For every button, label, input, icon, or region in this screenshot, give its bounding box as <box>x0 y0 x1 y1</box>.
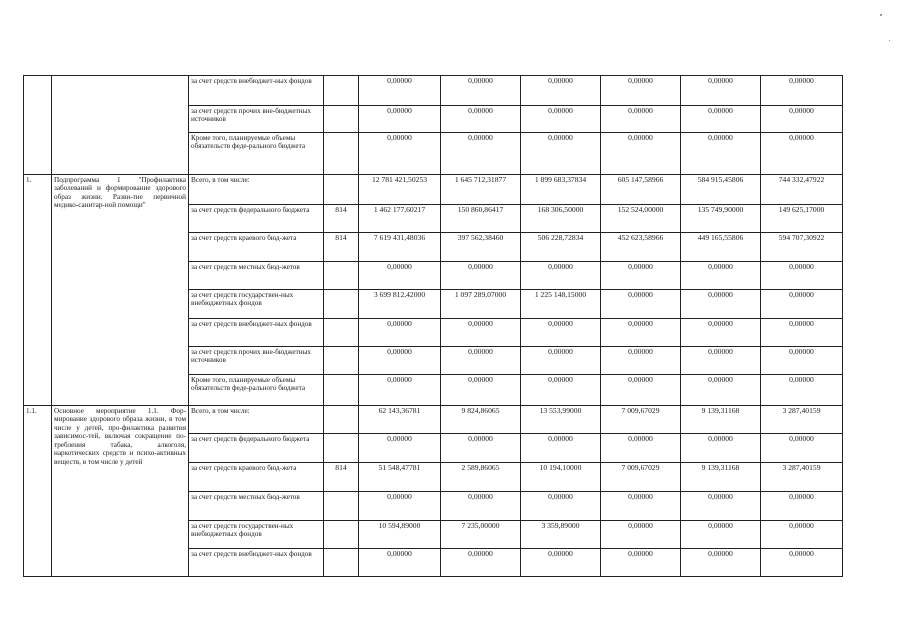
grbs-code <box>324 290 359 319</box>
table-row <box>24 175 843 205</box>
value-cell: 0,00000 <box>359 549 441 577</box>
value-cell: 0,00000 <box>601 133 681 175</box>
scan-speck <box>889 40 890 41</box>
funding-source: за счет средств федерального бюджета <box>189 205 324 233</box>
scan-speck <box>880 14 882 16</box>
value-cell: 0,00000 <box>521 319 601 347</box>
grbs-code <box>324 406 359 434</box>
value-cell: 0,00000 <box>521 262 601 290</box>
value-cell: 0,00000 <box>441 375 521 406</box>
value-cell: 152 524,00000 <box>601 205 681 233</box>
value-cell: 0,00000 <box>441 549 521 577</box>
value-cell: 0,00000 <box>601 492 681 521</box>
value-cell: 0,00000 <box>359 319 441 347</box>
grbs-code <box>324 133 359 175</box>
value-cell: 0,00000 <box>761 106 843 133</box>
value-cell: 0,00000 <box>359 133 441 175</box>
value-cell: 0,00000 <box>681 434 761 463</box>
grbs-code: 814 <box>324 463 359 492</box>
value-cell: 7 009,67029 <box>601 463 681 492</box>
grbs-code <box>324 347 359 375</box>
funding-source: Кроме того, планируемые объемы обязательств феде-рального бюджета <box>189 375 324 406</box>
value-cell: 3 359,89000 <box>521 521 601 549</box>
budget-table <box>23 75 843 577</box>
grbs-code <box>324 434 359 463</box>
grbs-code: 814 <box>324 205 359 233</box>
value-cell: 149 625,17000 <box>761 205 843 233</box>
value-cell: 0,00000 <box>441 262 521 290</box>
grbs-code <box>324 521 359 549</box>
value-cell: 0,00000 <box>681 347 761 375</box>
grbs-code <box>324 76 359 106</box>
value-cell: 0,00000 <box>601 319 681 347</box>
value-cell: 0,00000 <box>761 76 843 106</box>
value-cell: 7 235,00000 <box>441 521 521 549</box>
funding-source: Всего, в том числе: <box>189 175 324 205</box>
value-cell: 0,00000 <box>521 76 601 106</box>
row-index <box>24 76 52 175</box>
value-cell: 0,00000 <box>761 434 843 463</box>
value-cell: 0,00000 <box>681 133 761 175</box>
value-cell: 3 699 812,42000 <box>359 290 441 319</box>
value-cell: 13 553,99000 <box>521 406 601 434</box>
funding-source: за счет средств внебюджет-ных фондов <box>189 76 324 106</box>
value-cell: 0,00000 <box>521 133 601 175</box>
value-cell: 0,00000 <box>761 133 843 175</box>
value-cell: 0,00000 <box>441 347 521 375</box>
value-cell: 0,00000 <box>681 319 761 347</box>
grbs-code <box>324 175 359 205</box>
value-cell: 0,00000 <box>441 319 521 347</box>
grbs-code <box>324 106 359 133</box>
grbs-code: 814 <box>324 233 359 262</box>
value-cell: 1 225 148,15000 <box>521 290 601 319</box>
value-cell: 1 899 683,37834 <box>521 175 601 205</box>
value-cell: 0,00000 <box>681 76 761 106</box>
funding-source: за счет средств федерального бюджета <box>189 434 324 463</box>
value-cell: 0,00000 <box>601 347 681 375</box>
value-cell: 1 645 712,31877 <box>441 175 521 205</box>
funding-source: за счет средств местных бюд-жетов <box>189 492 324 521</box>
value-cell: 3 287,40159 <box>761 406 843 434</box>
value-cell: 9 139,31168 <box>681 463 761 492</box>
value-cell: 0,00000 <box>681 290 761 319</box>
funding-source: за счет средств прочих вне-бюджетных источников <box>189 347 324 375</box>
grbs-code <box>324 549 359 577</box>
funding-source: Всего, в том числе: <box>189 406 324 434</box>
value-cell: 0,00000 <box>441 133 521 175</box>
value-cell: 0,00000 <box>681 106 761 133</box>
table-row <box>24 76 843 106</box>
value-cell: 0,00000 <box>761 319 843 347</box>
value-cell: 0,00000 <box>601 262 681 290</box>
value-cell: 0,00000 <box>441 492 521 521</box>
value-cell: 0,00000 <box>359 434 441 463</box>
grbs-code <box>324 319 359 347</box>
program-title: Подпрограмма 1 "Профилактика заболеваний и формирование здорового образ жизни. Разви-тие первичной медико-санитар-ной помощи" <box>52 175 189 406</box>
value-cell: 62 143,36781 <box>359 406 441 434</box>
funding-source: за счет средств внебюджет-ных фондов <box>189 549 324 577</box>
funding-source: за счет средств краевого бюд-жета <box>189 463 324 492</box>
value-cell: 0,00000 <box>521 434 601 463</box>
funding-source: за счет средств местных бюд-жетов <box>189 262 324 290</box>
value-cell: 0,00000 <box>761 290 843 319</box>
grbs-code <box>324 492 359 521</box>
value-cell: 9 139,31168 <box>681 406 761 434</box>
value-cell: 452 623,58966 <box>601 233 681 262</box>
value-cell: 0,00000 <box>521 106 601 133</box>
value-cell: 10 194,10000 <box>521 463 601 492</box>
value-cell: 449 165,55806 <box>681 233 761 262</box>
value-cell: 0,00000 <box>681 549 761 577</box>
value-cell: 51 548,47781 <box>359 463 441 492</box>
value-cell: 506 228,72834 <box>521 233 601 262</box>
funding-source: за счет средств государствен-ных внебюджетных фондов <box>189 290 324 319</box>
funding-source: за счет средств прочих вне-бюджетных источников <box>189 106 324 133</box>
value-cell: 168 306,50000 <box>521 205 601 233</box>
value-cell: 0,00000 <box>681 375 761 406</box>
value-cell: 10 594,89000 <box>359 521 441 549</box>
value-cell: 0,00000 <box>761 262 843 290</box>
program-title <box>52 76 189 175</box>
value-cell: 135 749,90000 <box>681 205 761 233</box>
value-cell: 0,00000 <box>681 521 761 549</box>
value-cell: 594 707,30922 <box>761 233 843 262</box>
funding-source: за счет средств государствен-ных внебюджетных фондов <box>189 521 324 549</box>
value-cell: 3 287,40159 <box>761 463 843 492</box>
program-title: Основное мероприятие 1.1. Фор-мирование здорового образа жизни, в том числе у детей, про-филактика развития зависимос-тей, включая сокращение по-требления табака, алкоголя, наркотических средств и психо-активных веществ, в том числе у детей <box>52 406 189 577</box>
value-cell: 0,00000 <box>359 106 441 133</box>
value-cell: 7 009,67029 <box>601 406 681 434</box>
value-cell: 0,00000 <box>601 290 681 319</box>
value-cell: 0,00000 <box>521 549 601 577</box>
value-cell: 0,00000 <box>761 347 843 375</box>
value-cell: 0,00000 <box>761 492 843 521</box>
value-cell: 0,00000 <box>359 375 441 406</box>
funding-source: за счет средств краевого бюд-жета <box>189 233 324 262</box>
value-cell: 584 915,45806 <box>681 175 761 205</box>
value-cell: 0,00000 <box>521 347 601 375</box>
value-cell: 605 147,58966 <box>601 175 681 205</box>
value-cell: 1 462 177,60217 <box>359 205 441 233</box>
value-cell: 0,00000 <box>681 492 761 521</box>
table-row <box>24 406 843 434</box>
value-cell: 0,00000 <box>601 375 681 406</box>
grbs-code <box>324 375 359 406</box>
value-cell: 12 781 421,50253 <box>359 175 441 205</box>
value-cell: 0,00000 <box>359 76 441 106</box>
grbs-code <box>324 262 359 290</box>
value-cell: 0,00000 <box>359 347 441 375</box>
value-cell: 397 562,38460 <box>441 233 521 262</box>
value-cell: 0,00000 <box>441 76 521 106</box>
value-cell: 0,00000 <box>601 76 681 106</box>
row-index: 1.1. <box>24 406 52 577</box>
value-cell: 0,00000 <box>601 106 681 133</box>
funding-source: за счет средств внебюджет-ных фондов <box>189 319 324 347</box>
value-cell: 0,00000 <box>761 549 843 577</box>
value-cell: 0,00000 <box>601 521 681 549</box>
value-cell: 0,00000 <box>359 492 441 521</box>
funding-source: Кроме того, планируемые объемы обязательств феде-рального бюджета <box>189 133 324 175</box>
value-cell: 0,00000 <box>601 434 681 463</box>
value-cell: 0,00000 <box>441 106 521 133</box>
value-cell: 0,00000 <box>761 375 843 406</box>
value-cell: 0,00000 <box>359 262 441 290</box>
value-cell: 744 332,47922 <box>761 175 843 205</box>
value-cell: 7 619 431,48036 <box>359 233 441 262</box>
value-cell: 0,00000 <box>681 262 761 290</box>
value-cell: 0,00000 <box>601 549 681 577</box>
value-cell: 0,00000 <box>521 375 601 406</box>
value-cell: 0,00000 <box>441 434 521 463</box>
value-cell: 0,00000 <box>761 521 843 549</box>
value-cell: 0,00000 <box>521 492 601 521</box>
value-cell: 150 860,86417 <box>441 205 521 233</box>
row-index: 1. <box>24 175 52 406</box>
value-cell: 1 097 289,07000 <box>441 290 521 319</box>
value-cell: 2 589,86065 <box>441 463 521 492</box>
value-cell: 9 824,86065 <box>441 406 521 434</box>
